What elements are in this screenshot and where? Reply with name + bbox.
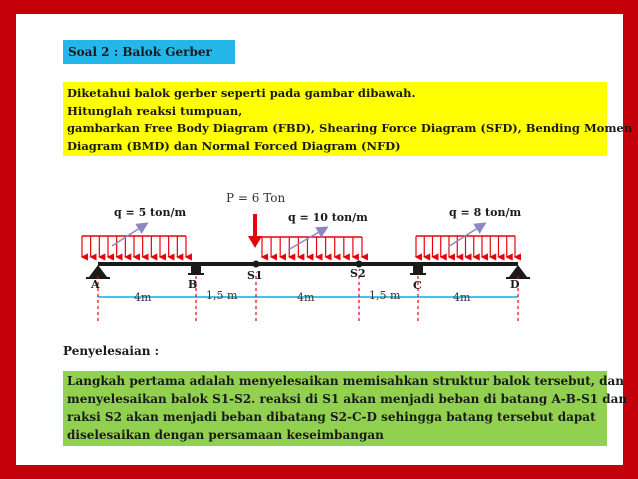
- slide-title: Soal 2 : Balok Gerber: [63, 40, 235, 64]
- point-label-d: D: [510, 278, 520, 291]
- distributed-load-s1s2: [256, 228, 362, 257]
- span-label-1: 4m: [134, 291, 152, 304]
- span-label-3: 4m: [297, 291, 315, 304]
- solution-label: Penyelesaian :: [63, 344, 160, 358]
- span-label-2: 1,5 m: [206, 289, 238, 302]
- distributed-load-ab: [82, 224, 186, 257]
- solution-line: Langkah pertama adalah menyelesaikan memisahkan struktur balok tersebut, dan: [67, 374, 625, 388]
- load-pointer-arrow-1: [112, 224, 146, 246]
- support-b: [188, 266, 204, 274]
- distributed-load-cd: [416, 224, 515, 257]
- point-load-label: P = 6 Ton: [226, 191, 286, 205]
- problem-line: gambarkan Free Body Diagram (FBD), Shearing Force Diagram (SFD), Bending Momen: [67, 121, 633, 135]
- load-label-3: q = 8 ton/m: [449, 206, 522, 219]
- point-label-s1: S1: [247, 269, 263, 282]
- solution-line: menyelesaikan balok S1-S2. reaksi di S1 akan menjadi beban di batang A-B-S1 dan: [67, 392, 628, 406]
- span-label-5: 4m: [453, 291, 471, 304]
- problem-line: Diagram (BMD) dan Normal Forced Diagram (NFD): [67, 138, 401, 153]
- point-load-arrow: [248, 214, 262, 248]
- problem-line: Diketahui balok gerber seperti pada gambar dibawah.: [67, 86, 416, 100]
- hinge-s1: [253, 261, 260, 268]
- support-c: [410, 266, 426, 274]
- point-label-a: A: [91, 278, 100, 291]
- slide: [16, 14, 633, 465]
- point-label-c: C: [413, 279, 422, 292]
- solution-text: [63, 371, 628, 446]
- point-label-b: B: [188, 278, 198, 291]
- problem-line: Hitunglah reaksi tumpuan,: [67, 103, 243, 118]
- load-label-2: q = 10 ton/m: [288, 211, 368, 224]
- span-label-4: 1,5 m: [369, 289, 401, 302]
- solution-line: raksi S2 akan menjadi beban dibatang S2-C-D sehingga batang tersebut dapat: [67, 410, 596, 424]
- load-label-1: q = 5 ton/m: [114, 206, 187, 219]
- point-label-s2: S2: [350, 267, 366, 280]
- solution-line: diselesaikan dengan persamaan keseimbangan: [67, 428, 384, 442]
